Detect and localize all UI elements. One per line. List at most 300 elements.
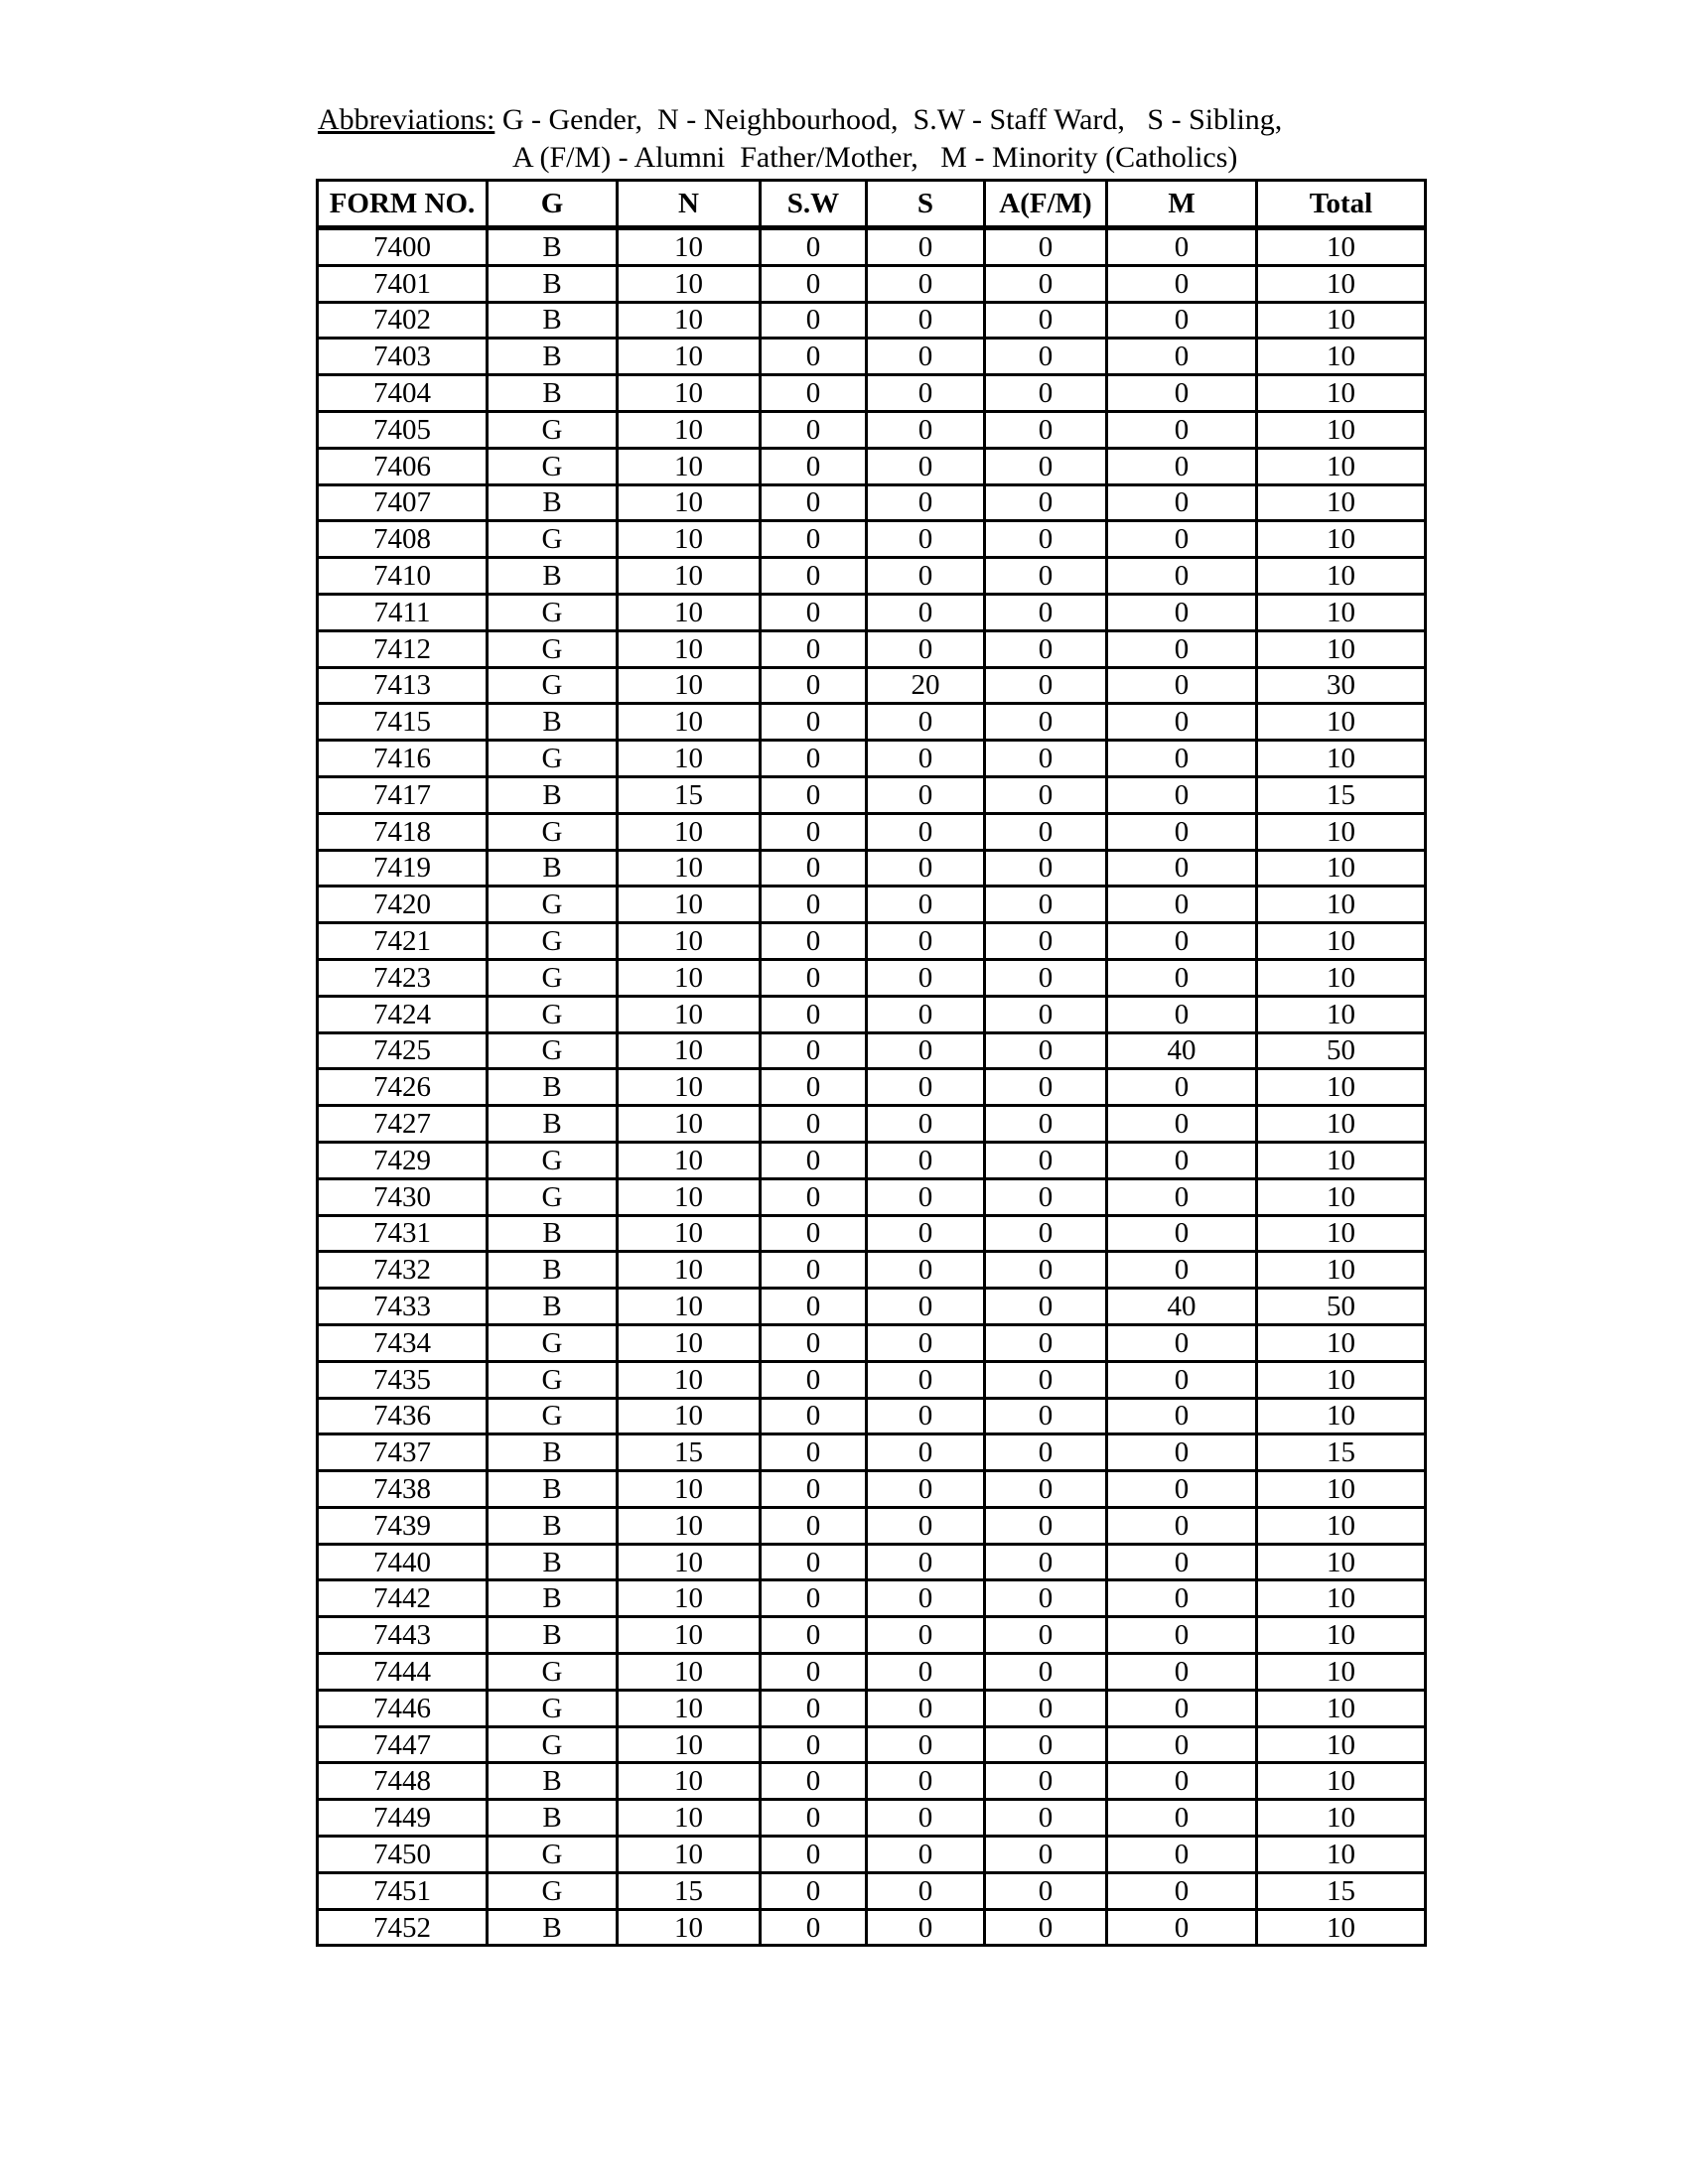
cell-alumni: 0 bbox=[985, 484, 1107, 521]
cell-total: 10 bbox=[1257, 521, 1426, 558]
cell-form-no: 7420 bbox=[318, 887, 488, 923]
cell-form-no: 7412 bbox=[318, 630, 488, 667]
cell-total: 10 bbox=[1257, 1909, 1426, 1946]
cell-form-no: 7432 bbox=[318, 1252, 488, 1289]
cell-minority: 0 bbox=[1107, 411, 1257, 448]
cell-sibling: 0 bbox=[867, 594, 985, 630]
cell-alumni: 0 bbox=[985, 1324, 1107, 1361]
cell-sibling: 0 bbox=[867, 959, 985, 996]
cell-sibling: 0 bbox=[867, 776, 985, 813]
cell-staff-ward: 0 bbox=[761, 1909, 867, 1946]
cell-alumni: 0 bbox=[985, 302, 1107, 339]
table-row bbox=[318, 741, 1426, 777]
cell-form-no: 7403 bbox=[318, 339, 488, 375]
cell-minority: 0 bbox=[1107, 630, 1257, 667]
cell-minority: 0 bbox=[1107, 484, 1257, 521]
cell-form-no: 7405 bbox=[318, 411, 488, 448]
cell-form-no: 7443 bbox=[318, 1617, 488, 1654]
cell-sibling: 0 bbox=[867, 375, 985, 412]
table-header-row bbox=[318, 181, 1426, 228]
cell-gender: B bbox=[488, 484, 618, 521]
cell-form-no: 7417 bbox=[318, 776, 488, 813]
cell-sibling: 0 bbox=[867, 228, 985, 266]
cell-alumni: 0 bbox=[985, 1471, 1107, 1508]
cell-sibling: 20 bbox=[867, 667, 985, 704]
cell-minority: 0 bbox=[1107, 923, 1257, 960]
cell-total: 10 bbox=[1257, 1215, 1426, 1252]
cell-minority: 0 bbox=[1107, 302, 1257, 339]
cell-alumni: 0 bbox=[985, 521, 1107, 558]
cell-form-no: 7400 bbox=[318, 228, 488, 266]
cell-form-no: 7421 bbox=[318, 923, 488, 960]
column-header-form-no: FORM NO. bbox=[318, 181, 488, 228]
cell-form-no: 7436 bbox=[318, 1398, 488, 1434]
cell-sibling: 0 bbox=[867, 1763, 985, 1800]
cell-gender: G bbox=[488, 1178, 618, 1215]
table-row bbox=[318, 302, 1426, 339]
cell-total: 10 bbox=[1257, 339, 1426, 375]
cell-minority: 0 bbox=[1107, 594, 1257, 630]
cell-staff-ward: 0 bbox=[761, 265, 867, 302]
cell-minority: 0 bbox=[1107, 1142, 1257, 1178]
cell-total: 10 bbox=[1257, 1690, 1426, 1726]
cell-form-no: 7407 bbox=[318, 484, 488, 521]
cell-gender: B bbox=[488, 1763, 618, 1800]
cell-total: 10 bbox=[1257, 1800, 1426, 1837]
cell-staff-ward: 0 bbox=[761, 1289, 867, 1325]
cell-neighbourhood: 10 bbox=[618, 813, 761, 850]
cell-minority: 0 bbox=[1107, 1178, 1257, 1215]
cell-minority: 0 bbox=[1107, 1215, 1257, 1252]
cell-gender: G bbox=[488, 1837, 618, 1873]
admission-points-table bbox=[316, 179, 1427, 1947]
cell-gender: B bbox=[488, 339, 618, 375]
cell-sibling: 0 bbox=[867, 1289, 985, 1325]
cell-staff-ward: 0 bbox=[761, 1800, 867, 1837]
cell-minority: 0 bbox=[1107, 667, 1257, 704]
cell-form-no: 7433 bbox=[318, 1289, 488, 1325]
cell-staff-ward: 0 bbox=[761, 887, 867, 923]
cell-sibling: 0 bbox=[867, 1069, 985, 1106]
cell-gender: B bbox=[488, 1507, 618, 1544]
table-row bbox=[318, 1837, 1426, 1873]
cell-neighbourhood: 10 bbox=[618, 1252, 761, 1289]
cell-total: 30 bbox=[1257, 667, 1426, 704]
table-row bbox=[318, 411, 1426, 448]
table-row bbox=[318, 1324, 1426, 1361]
cell-sibling: 0 bbox=[867, 1215, 985, 1252]
cell-sibling: 0 bbox=[867, 1178, 985, 1215]
cell-neighbourhood: 15 bbox=[618, 776, 761, 813]
cell-alumni: 0 bbox=[985, 265, 1107, 302]
cell-total: 10 bbox=[1257, 1471, 1426, 1508]
table-row bbox=[318, 1215, 1426, 1252]
cell-minority: 0 bbox=[1107, 448, 1257, 484]
cell-staff-ward: 0 bbox=[761, 558, 867, 595]
cell-minority: 0 bbox=[1107, 1434, 1257, 1471]
cell-total: 10 bbox=[1257, 1324, 1426, 1361]
cell-alumni: 0 bbox=[985, 959, 1107, 996]
cell-neighbourhood: 10 bbox=[618, 521, 761, 558]
cell-gender: B bbox=[488, 1289, 618, 1325]
cell-total: 10 bbox=[1257, 228, 1426, 266]
cell-total: 10 bbox=[1257, 1617, 1426, 1654]
cell-neighbourhood: 10 bbox=[618, 959, 761, 996]
cell-form-no: 7413 bbox=[318, 667, 488, 704]
cell-gender: G bbox=[488, 448, 618, 484]
cell-alumni: 0 bbox=[985, 1142, 1107, 1178]
cell-alumni: 0 bbox=[985, 1763, 1107, 1800]
cell-neighbourhood: 10 bbox=[618, 1289, 761, 1325]
cell-total: 10 bbox=[1257, 594, 1426, 630]
cell-neighbourhood: 10 bbox=[618, 1069, 761, 1106]
table-row bbox=[318, 1142, 1426, 1178]
cell-neighbourhood: 10 bbox=[618, 594, 761, 630]
cell-alumni: 0 bbox=[985, 375, 1107, 412]
cell-neighbourhood: 10 bbox=[618, 558, 761, 595]
cell-alumni: 0 bbox=[985, 339, 1107, 375]
cell-alumni: 0 bbox=[985, 1507, 1107, 1544]
cell-alumni: 0 bbox=[985, 741, 1107, 777]
cell-alumni: 0 bbox=[985, 1654, 1107, 1691]
cell-alumni: 0 bbox=[985, 813, 1107, 850]
cell-gender: B bbox=[488, 1580, 618, 1617]
cell-form-no: 7444 bbox=[318, 1654, 488, 1691]
cell-alumni: 0 bbox=[985, 411, 1107, 448]
cell-alumni: 0 bbox=[985, 1800, 1107, 1837]
cell-form-no: 7404 bbox=[318, 375, 488, 412]
cell-sibling: 0 bbox=[867, 887, 985, 923]
cell-total: 10 bbox=[1257, 375, 1426, 412]
cell-sibling: 0 bbox=[867, 521, 985, 558]
cell-sibling: 0 bbox=[867, 1654, 985, 1691]
cell-neighbourhood: 10 bbox=[618, 630, 761, 667]
cell-total: 10 bbox=[1257, 741, 1426, 777]
cell-minority: 0 bbox=[1107, 813, 1257, 850]
cell-alumni: 0 bbox=[985, 667, 1107, 704]
cell-staff-ward: 0 bbox=[761, 1032, 867, 1069]
cell-neighbourhood: 15 bbox=[618, 1872, 761, 1909]
table-row bbox=[318, 448, 1426, 484]
cell-alumni: 0 bbox=[985, 558, 1107, 595]
cell-staff-ward: 0 bbox=[761, 302, 867, 339]
cell-staff-ward: 0 bbox=[761, 448, 867, 484]
table-row bbox=[318, 1178, 1426, 1215]
cell-total: 10 bbox=[1257, 1763, 1426, 1800]
cell-alumni: 0 bbox=[985, 1872, 1107, 1909]
cell-gender: B bbox=[488, 558, 618, 595]
cell-minority: 0 bbox=[1107, 996, 1257, 1032]
cell-staff-ward: 0 bbox=[761, 1471, 867, 1508]
cell-total: 10 bbox=[1257, 558, 1426, 595]
cell-sibling: 0 bbox=[867, 1471, 985, 1508]
cell-staff-ward: 0 bbox=[761, 339, 867, 375]
cell-total: 10 bbox=[1257, 302, 1426, 339]
cell-minority: 40 bbox=[1107, 1289, 1257, 1325]
cell-minority: 0 bbox=[1107, 850, 1257, 887]
column-header-alumni: A(F/M) bbox=[985, 181, 1107, 228]
cell-sibling: 0 bbox=[867, 1361, 985, 1398]
cell-alumni: 0 bbox=[985, 1032, 1107, 1069]
cell-form-no: 7415 bbox=[318, 704, 488, 741]
cell-total: 15 bbox=[1257, 1434, 1426, 1471]
cell-alumni: 0 bbox=[985, 1215, 1107, 1252]
table-row bbox=[318, 1872, 1426, 1909]
cell-minority: 0 bbox=[1107, 776, 1257, 813]
cell-total: 10 bbox=[1257, 1361, 1426, 1398]
cell-neighbourhood: 10 bbox=[618, 667, 761, 704]
cell-minority: 0 bbox=[1107, 1872, 1257, 1909]
table-row bbox=[318, 228, 1426, 266]
cell-alumni: 0 bbox=[985, 448, 1107, 484]
cell-form-no: 7423 bbox=[318, 959, 488, 996]
cell-total: 10 bbox=[1257, 1252, 1426, 1289]
cell-minority: 0 bbox=[1107, 339, 1257, 375]
cell-neighbourhood: 10 bbox=[618, 228, 761, 266]
table-row bbox=[318, 887, 1426, 923]
cell-total: 10 bbox=[1257, 1726, 1426, 1763]
cell-gender: G bbox=[488, 887, 618, 923]
abbreviations-legend bbox=[318, 101, 1311, 177]
table-row bbox=[318, 1106, 1426, 1143]
cell-minority: 0 bbox=[1107, 1800, 1257, 1837]
cell-staff-ward: 0 bbox=[761, 667, 867, 704]
cell-total: 10 bbox=[1257, 1580, 1426, 1617]
cell-sibling: 0 bbox=[867, 1544, 985, 1580]
cell-sibling: 0 bbox=[867, 630, 985, 667]
table-row bbox=[318, 1361, 1426, 1398]
cell-neighbourhood: 10 bbox=[618, 411, 761, 448]
table-row bbox=[318, 265, 1426, 302]
cell-sibling: 0 bbox=[867, 1617, 985, 1654]
cell-sibling: 0 bbox=[867, 1726, 985, 1763]
cell-staff-ward: 0 bbox=[761, 1215, 867, 1252]
cell-minority: 0 bbox=[1107, 1617, 1257, 1654]
cell-neighbourhood: 10 bbox=[618, 1837, 761, 1873]
cell-form-no: 7406 bbox=[318, 448, 488, 484]
cell-total: 10 bbox=[1257, 1837, 1426, 1873]
cell-neighbourhood: 15 bbox=[618, 1434, 761, 1471]
cell-sibling: 0 bbox=[867, 1837, 985, 1873]
cell-total: 10 bbox=[1257, 1142, 1426, 1178]
cell-staff-ward: 0 bbox=[761, 375, 867, 412]
cell-form-no: 7418 bbox=[318, 813, 488, 850]
cell-minority: 0 bbox=[1107, 1361, 1257, 1398]
cell-form-no: 7401 bbox=[318, 265, 488, 302]
table-row bbox=[318, 1434, 1426, 1471]
cell-form-no: 7416 bbox=[318, 741, 488, 777]
cell-alumni: 0 bbox=[985, 923, 1107, 960]
cell-staff-ward: 0 bbox=[761, 1142, 867, 1178]
column-header-minority: M bbox=[1107, 181, 1257, 228]
table-row bbox=[318, 1909, 1426, 1946]
cell-minority: 0 bbox=[1107, 1106, 1257, 1143]
cell-form-no: 7430 bbox=[318, 1178, 488, 1215]
cell-gender: B bbox=[488, 375, 618, 412]
cell-neighbourhood: 10 bbox=[618, 1763, 761, 1800]
cell-minority: 0 bbox=[1107, 704, 1257, 741]
table-row bbox=[318, 1398, 1426, 1434]
table-row bbox=[318, 630, 1426, 667]
cell-minority: 0 bbox=[1107, 1726, 1257, 1763]
cell-minority: 0 bbox=[1107, 1654, 1257, 1691]
cell-sibling: 0 bbox=[867, 265, 985, 302]
table-row bbox=[318, 813, 1426, 850]
cell-form-no: 7427 bbox=[318, 1106, 488, 1143]
cell-minority: 0 bbox=[1107, 1580, 1257, 1617]
cell-sibling: 0 bbox=[867, 411, 985, 448]
table-row bbox=[318, 1069, 1426, 1106]
cell-gender: G bbox=[488, 1142, 618, 1178]
table-row bbox=[318, 1252, 1426, 1289]
column-header-staff-ward: S.W bbox=[761, 181, 867, 228]
cell-neighbourhood: 10 bbox=[618, 1178, 761, 1215]
cell-total: 50 bbox=[1257, 1289, 1426, 1325]
table-row bbox=[318, 339, 1426, 375]
table-row bbox=[318, 1471, 1426, 1508]
cell-neighbourhood: 10 bbox=[618, 1726, 761, 1763]
cell-gender: B bbox=[488, 1106, 618, 1143]
table-row bbox=[318, 959, 1426, 996]
cell-gender: G bbox=[488, 667, 618, 704]
cell-total: 10 bbox=[1257, 996, 1426, 1032]
cell-sibling: 0 bbox=[867, 813, 985, 850]
cell-sibling: 0 bbox=[867, 704, 985, 741]
table-body bbox=[318, 228, 1426, 1946]
cell-gender: G bbox=[488, 1398, 618, 1434]
cell-staff-ward: 0 bbox=[761, 228, 867, 266]
cell-form-no: 7426 bbox=[318, 1069, 488, 1106]
cell-staff-ward: 0 bbox=[761, 1580, 867, 1617]
cell-total: 10 bbox=[1257, 813, 1426, 850]
cell-sibling: 0 bbox=[867, 1690, 985, 1726]
cell-form-no: 7435 bbox=[318, 1361, 488, 1398]
cell-total: 15 bbox=[1257, 776, 1426, 813]
cell-total: 10 bbox=[1257, 704, 1426, 741]
cell-minority: 0 bbox=[1107, 1471, 1257, 1508]
table-row bbox=[318, 1507, 1426, 1544]
cell-alumni: 0 bbox=[985, 1617, 1107, 1654]
cell-form-no: 7429 bbox=[318, 1142, 488, 1178]
cell-minority: 0 bbox=[1107, 887, 1257, 923]
cell-staff-ward: 0 bbox=[761, 594, 867, 630]
cell-gender: B bbox=[488, 776, 618, 813]
cell-sibling: 0 bbox=[867, 1032, 985, 1069]
cell-sibling: 0 bbox=[867, 1580, 985, 1617]
cell-staff-ward: 0 bbox=[761, 484, 867, 521]
cell-sibling: 0 bbox=[867, 850, 985, 887]
cell-alumni: 0 bbox=[985, 228, 1107, 266]
cell-sibling: 0 bbox=[867, 1507, 985, 1544]
cell-alumni: 0 bbox=[985, 1178, 1107, 1215]
table-row bbox=[318, 1617, 1426, 1654]
cell-minority: 0 bbox=[1107, 558, 1257, 595]
cell-total: 10 bbox=[1257, 1069, 1426, 1106]
cell-gender: G bbox=[488, 1726, 618, 1763]
cell-neighbourhood: 10 bbox=[618, 1544, 761, 1580]
cell-total: 10 bbox=[1257, 1654, 1426, 1691]
cell-alumni: 0 bbox=[985, 1580, 1107, 1617]
cell-neighbourhood: 10 bbox=[618, 1361, 761, 1398]
cell-gender: G bbox=[488, 1324, 618, 1361]
cell-sibling: 0 bbox=[867, 1252, 985, 1289]
cell-total: 10 bbox=[1257, 1507, 1426, 1544]
cell-sibling: 0 bbox=[867, 1142, 985, 1178]
cell-staff-ward: 0 bbox=[761, 1872, 867, 1909]
cell-alumni: 0 bbox=[985, 704, 1107, 741]
cell-staff-ward: 0 bbox=[761, 1106, 867, 1143]
cell-neighbourhood: 10 bbox=[618, 484, 761, 521]
cell-total: 10 bbox=[1257, 1544, 1426, 1580]
cell-minority: 0 bbox=[1107, 1069, 1257, 1106]
cell-total: 10 bbox=[1257, 265, 1426, 302]
cell-total: 10 bbox=[1257, 850, 1426, 887]
cell-gender: B bbox=[488, 1069, 618, 1106]
cell-neighbourhood: 10 bbox=[618, 1398, 761, 1434]
cell-minority: 0 bbox=[1107, 1909, 1257, 1946]
table-row bbox=[318, 1289, 1426, 1325]
cell-neighbourhood: 10 bbox=[618, 1617, 761, 1654]
cell-staff-ward: 0 bbox=[761, 1837, 867, 1873]
cell-gender: B bbox=[488, 1471, 618, 1508]
cell-form-no: 7450 bbox=[318, 1837, 488, 1873]
cell-alumni: 0 bbox=[985, 1106, 1107, 1143]
cell-total: 10 bbox=[1257, 959, 1426, 996]
cell-staff-ward: 0 bbox=[761, 521, 867, 558]
cell-neighbourhood: 10 bbox=[618, 1215, 761, 1252]
cell-alumni: 0 bbox=[985, 1909, 1107, 1946]
cell-neighbourhood: 10 bbox=[618, 339, 761, 375]
abbreviations-text-1: G - Gender, N - Neighbourhood, S.W - Staff Ward, S - Sibling, bbox=[494, 103, 1283, 136]
cell-form-no: 7448 bbox=[318, 1763, 488, 1800]
cell-total: 10 bbox=[1257, 1398, 1426, 1434]
cell-total: 10 bbox=[1257, 484, 1426, 521]
cell-form-no: 7449 bbox=[318, 1800, 488, 1837]
cell-sibling: 0 bbox=[867, 923, 985, 960]
table-row bbox=[318, 1032, 1426, 1069]
cell-gender: B bbox=[488, 228, 618, 266]
cell-staff-ward: 0 bbox=[761, 776, 867, 813]
cell-alumni: 0 bbox=[985, 1252, 1107, 1289]
table-row bbox=[318, 667, 1426, 704]
cell-minority: 0 bbox=[1107, 1252, 1257, 1289]
cell-gender: B bbox=[488, 1909, 618, 1946]
cell-minority: 0 bbox=[1107, 959, 1257, 996]
cell-staff-ward: 0 bbox=[761, 704, 867, 741]
cell-form-no: 7438 bbox=[318, 1471, 488, 1508]
cell-staff-ward: 0 bbox=[761, 1763, 867, 1800]
cell-minority: 0 bbox=[1107, 1398, 1257, 1434]
cell-neighbourhood: 10 bbox=[618, 1909, 761, 1946]
table-row bbox=[318, 1763, 1426, 1800]
cell-neighbourhood: 10 bbox=[618, 850, 761, 887]
table-row bbox=[318, 1800, 1426, 1837]
cell-gender: G bbox=[488, 1032, 618, 1069]
cell-sibling: 0 bbox=[867, 1909, 985, 1946]
cell-alumni: 0 bbox=[985, 1398, 1107, 1434]
cell-sibling: 0 bbox=[867, 996, 985, 1032]
cell-gender: G bbox=[488, 1654, 618, 1691]
column-header-neighbourhood: N bbox=[618, 181, 761, 228]
cell-sibling: 0 bbox=[867, 741, 985, 777]
cell-neighbourhood: 10 bbox=[618, 996, 761, 1032]
cell-form-no: 7439 bbox=[318, 1507, 488, 1544]
cell-gender: G bbox=[488, 411, 618, 448]
cell-staff-ward: 0 bbox=[761, 1690, 867, 1726]
cell-alumni: 0 bbox=[985, 1690, 1107, 1726]
cell-alumni: 0 bbox=[985, 850, 1107, 887]
cell-neighbourhood: 10 bbox=[618, 704, 761, 741]
